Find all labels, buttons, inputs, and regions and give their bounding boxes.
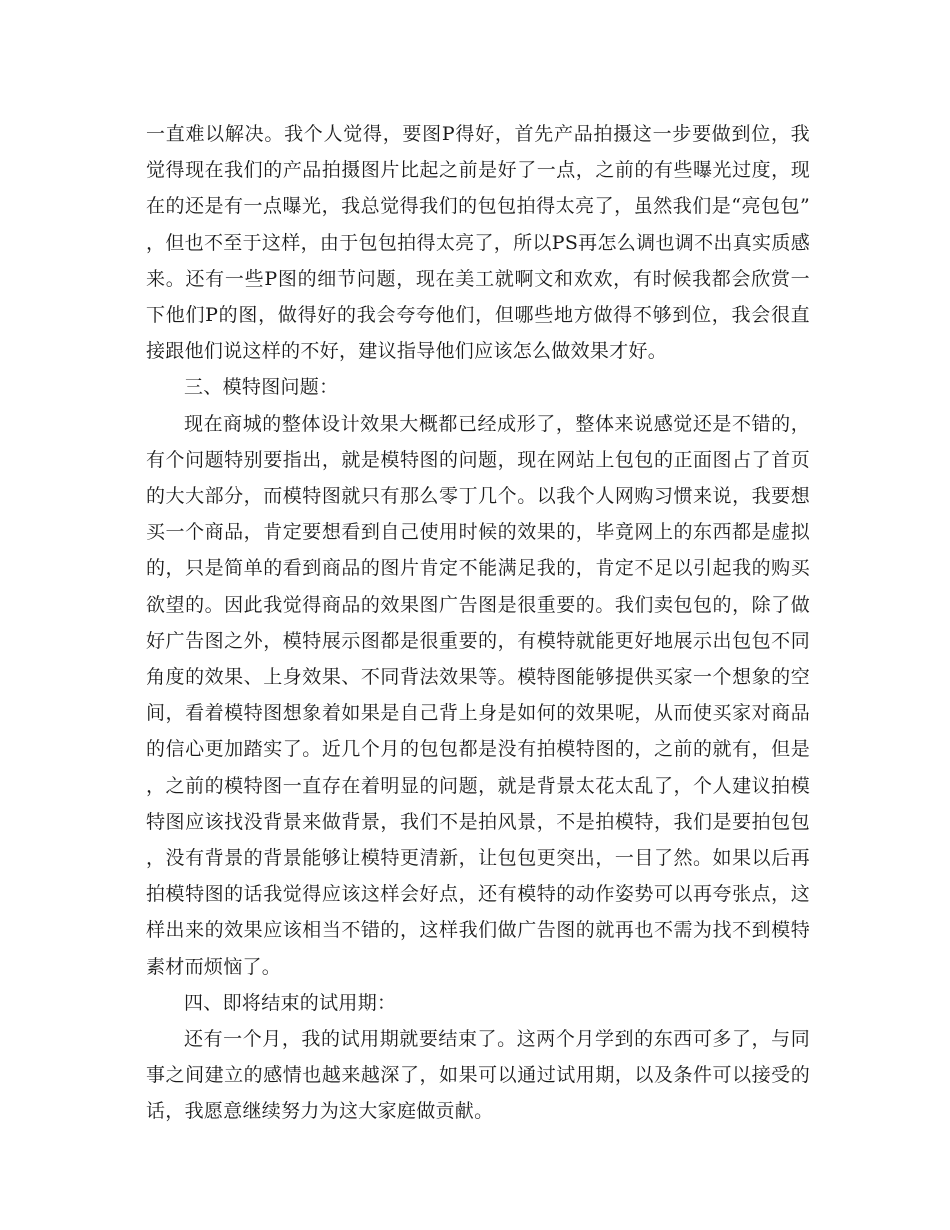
body-paragraph: 还有一个月，我的试用期就要结束了。这两个月学到的东西可多了，与同事之间建立的感情也越来越深了，如果可以通过试用期，以及条件可以接受的话，我愿意继续努力为这大家庭做贡献。 <box>146 1028 810 1123</box>
section-heading-probation-ending: 四、即将结束的试用期： <box>184 991 397 1014</box>
document-body <box>146 116 810 1130</box>
body-paragraph: 一直难以解决。我个人觉得，要图P得好，首先产品拍摄这一步要做到位，我觉得现在我们的产品拍摄图片比起之前是好了一点，之前的有些曝光过度，现在的还是有一点曝光，我总觉得我们的包包拍得太亮了，虽然我们是“亮包包”，但也不至于这样，由于包包拍得太亮了，所以PS再怎么调也调不出真实质感来。还有一些P图的细节问题，现在美工就啊文和欢欢，有时候我都会欣赏一下他们P的图，做得好的我会夸夸他们，但哪些地方做得不够到位，我会很直接跟他们说这样的不好，建议指导他们应该怎么做效果才好。 <box>146 123 810 363</box>
body-paragraph: 现在商城的整体设计效果大概都已经成形了，整体来说感觉还是不错的，有个问题特别要指出，就是模特图的问题，现在网站上包包的正面图占了首页的大大部分，而模特图就只有那么零丁几个。以我个人网购习惯来说，我要想买一个商品，肯定要想看到自己使用时候的效果的，毕竟网上的东西都是虚拟的，只是简单的看到商品的图片肯定不能满足我的，肯定不足以引起我的购买欲望的。因此我觉得商品的效果图广告图是很重要的。我们卖包包的，除了做好广告图之外，模特展示图都是很重要的，有模特就能更好地展示出包包不同角度的效果、上身效果、不同背法效果等。模特图能够提供买家一个想象的空间，看着模特图想象着如果是自己背上身是如何的效果呢，从而使买家对商品的信心更加踏实了。近几个月的包包都是没有拍模特图的，之前的就有，但是，之前的模特图一直存在着明显的问题，就是背景太花太乱了，个人建议拍模特图应该找没背景来做背景，我们不是拍风景，不是拍模特，我们是要拍包包，没有背景的背景能够让模特更清新，让包包更突出，一目了然。如果以后再拍模特图的话我觉得应该这样会好点，还有模特的动作姿势可以再夸张点，这样出来的效果应该相当不错的，这样我们做广告图的就再也不需为找不到模特素材而烦恼了。 <box>146 412 810 978</box>
section-heading-model-photos: 三、模特图问题： <box>184 376 339 399</box>
